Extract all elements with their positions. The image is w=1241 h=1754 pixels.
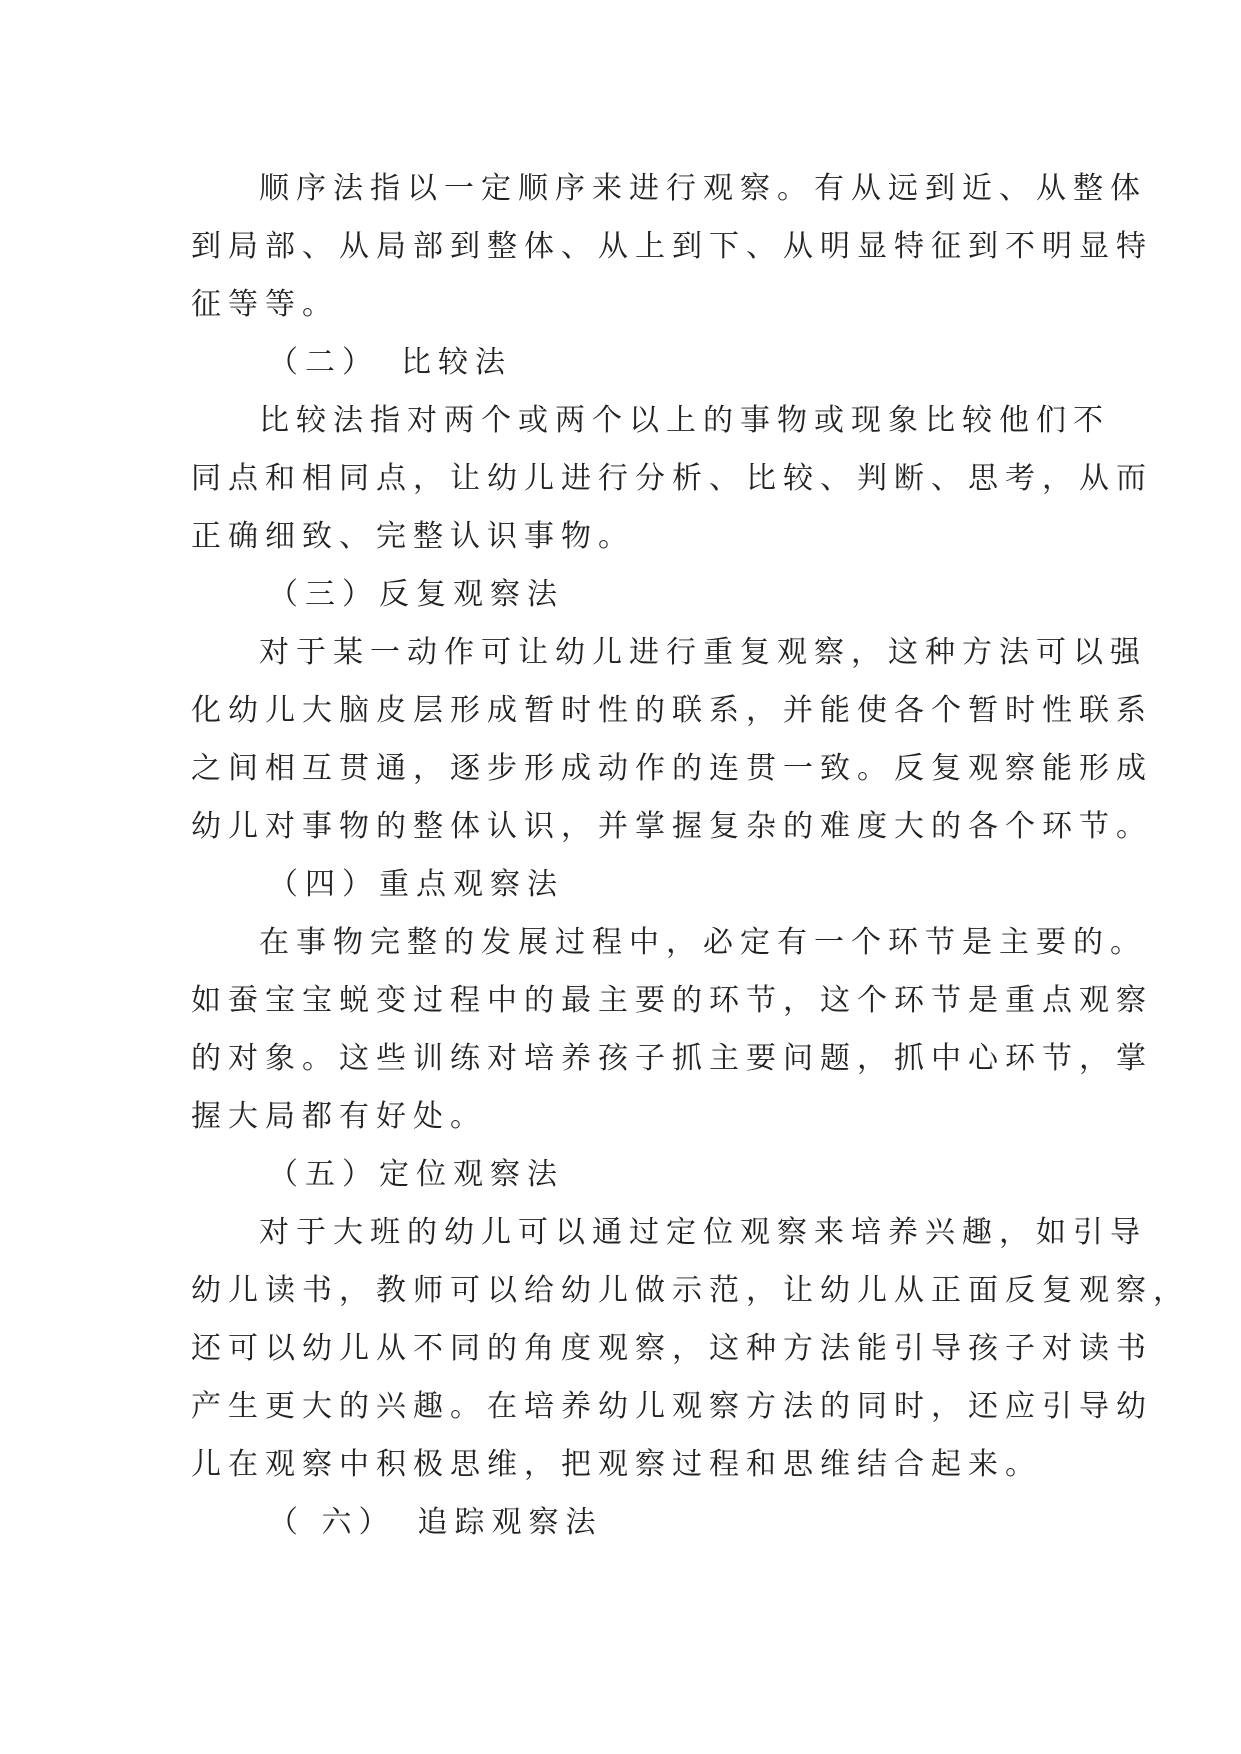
paragraph-sequence-method bbox=[191, 160, 1153, 334]
section-heading-positioned-observation: （五）定位观察法 bbox=[268, 1157, 564, 1192]
text-line: 产生更大的兴趣。在培养幼儿观察方法的同时，还应引导幼 bbox=[191, 1389, 1153, 1424]
text-line: 如蚕宝宝蜕变过程中的最主要的环节，这个环节是重点观察 bbox=[191, 983, 1153, 1018]
text-line: 顺序法指以一定顺序来进行观察。有从远到近、从整体 bbox=[259, 171, 1147, 206]
text-line: 还可以幼儿从不同的角度观察，这种方法能引导孩子对读书 bbox=[191, 1331, 1153, 1366]
text-line: 到局部、从局部到整体、从上到下、从明显特征到不明显特 bbox=[191, 229, 1153, 264]
text-line: 对于大班的幼儿可以通过定位观察来培养兴趣，如引导 bbox=[259, 1215, 1147, 1250]
document-page bbox=[191, 160, 1190, 1552]
text-line: 握大局都有好处。 bbox=[191, 1099, 487, 1134]
paragraph-repeated-observation bbox=[191, 624, 1153, 856]
text-line: 儿在观察中积极思维，把观察过程和思维结合起来。 bbox=[191, 1447, 1042, 1482]
text-line: 化幼儿大脑皮层形成暂时性的联系，并能使各个暂时性联系 bbox=[191, 693, 1153, 728]
paragraph-comparison-method bbox=[191, 392, 1153, 566]
paragraph-key-observation bbox=[191, 914, 1153, 1146]
text-line: 之间相互贯通，逐步形成动作的连贯一致。反复观察能形成 bbox=[191, 751, 1153, 786]
text-line: 幼儿读书，教师可以给幼儿做示范，让幼儿从正面反复观察， bbox=[191, 1273, 1190, 1308]
text-line: 征等等。 bbox=[191, 287, 339, 322]
text-line: 在事物完整的发展过程中，必定有一个环节是主要的。 bbox=[259, 925, 1147, 960]
text-line: 幼儿对事物的整体认识，并掌握复杂的难度大的各个环节。 bbox=[191, 809, 1153, 844]
section-heading-repeated-observation: （三）反复观察法 bbox=[268, 577, 564, 612]
text-line: 比较法指对两个或两个以上的事物或现象比较他们不 bbox=[259, 403, 1110, 438]
text-line: 对于某一动作可让幼儿进行重复观察，这种方法可以强 bbox=[259, 635, 1147, 670]
section-heading-comparison: （二） 比较法 bbox=[268, 345, 512, 380]
section-heading-tracking-observation: （ 六） 追踪观察法 bbox=[268, 1505, 603, 1540]
text-line: 正确细致、完整认识事物。 bbox=[191, 519, 635, 554]
section-heading-key-observation: （四）重点观察法 bbox=[268, 867, 564, 902]
paragraph-positioned-observation bbox=[191, 1204, 1190, 1494]
text-line: 的对象。这些训练对培养孩子抓主要问题，抓中心环节，掌 bbox=[191, 1041, 1153, 1076]
text-line: 同点和相同点，让幼儿进行分析、比较、判断、思考，从而 bbox=[191, 461, 1153, 496]
